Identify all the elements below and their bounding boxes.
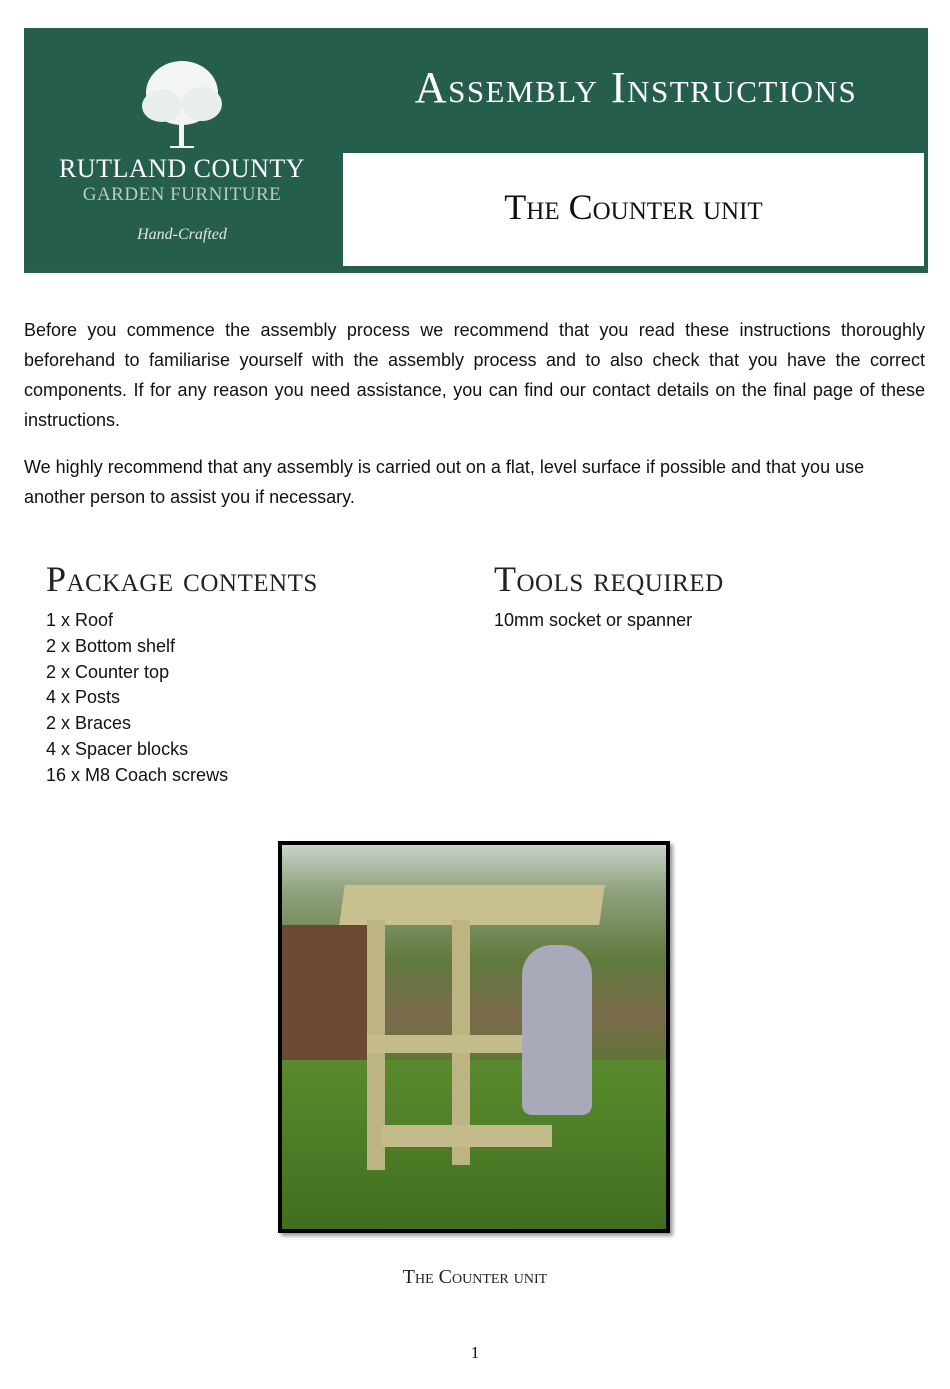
package-contents-heading: Package contents — [46, 559, 318, 599]
photo-child — [522, 945, 592, 1115]
header-banner — [24, 28, 928, 273]
list-item: 4 x Spacer blocks — [46, 738, 189, 759]
list-item: 2 x Counter top — [46, 661, 170, 682]
tree-icon — [132, 58, 232, 150]
list-item: 4 x Posts — [46, 687, 121, 708]
photo-bottom-shelf — [382, 1125, 552, 1147]
list-item: 10mm socket or spanner — [494, 610, 693, 630]
tools-required-list — [494, 608, 692, 634]
list-item: 2 x Bottom shelf — [46, 635, 176, 656]
product-photo — [278, 841, 670, 1233]
brand-tagline: Hand-Crafted — [137, 226, 227, 243]
brand-name: RUTLAND COUNTY — [58, 154, 306, 183]
tools-required-heading: Tools required — [494, 559, 724, 599]
photo-counter-top — [367, 1035, 537, 1053]
company-logo — [24, 28, 340, 270]
photo-fence — [282, 925, 372, 1065]
product-title-box — [343, 153, 924, 266]
page-number: 1 — [470, 1343, 480, 1362]
product-title: The Counter unit — [504, 187, 763, 227]
package-contents-list — [46, 608, 228, 789]
document-title: Assembly Instructions — [414, 63, 858, 112]
figure-caption: The Counter unit — [402, 1266, 548, 1288]
list-item: 16 x M8 Coach screws — [46, 764, 229, 785]
list-item: 2 x Braces — [46, 713, 132, 734]
photo-counter-roof — [339, 885, 605, 925]
intro-paragraph: Before you commence the assembly process we recommend that you read these instructions thoroughly beforehand to familiarise yourself with the assembly process and to also check that you have the correct components. If for any reason you need assistance, you can find our contact details on the final page of these instructions. — [24, 320, 925, 430]
brand-subtitle: GARDEN FURNITURE — [82, 184, 282, 205]
list-item: 1 x Roof — [46, 610, 114, 630]
intro-paragraph: We highly recommend that any assembly is carried out on a flat, level surface if possible and that you use another person to assist you if necessary. — [24, 457, 865, 507]
